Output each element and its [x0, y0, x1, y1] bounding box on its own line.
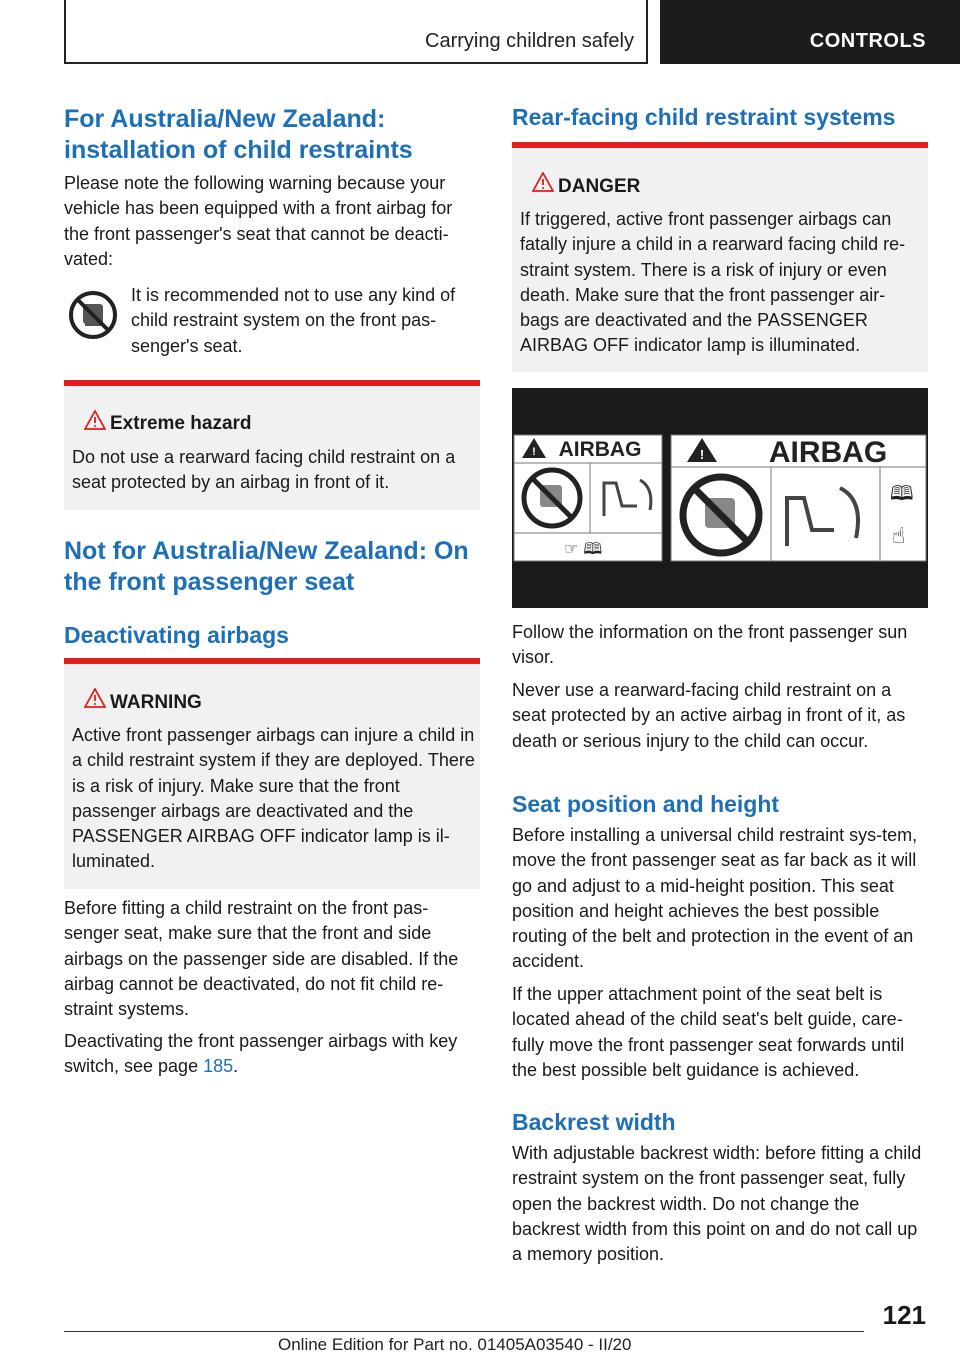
danger-heading: DANGER	[558, 176, 641, 197]
warning-note	[64, 658, 480, 889]
warning-heading: WARNING	[110, 692, 202, 713]
heading-not-australia: Not for Australia/New Zealand: On the front passenger seat	[64, 537, 469, 596]
svg-text:☝: ☝	[892, 524, 906, 549]
paragraph-backrest-width: With adjustable backrest width: before fitting a child restraint system on the front passenger seat, fully open the backrest width. Do not change the backrest width from this point on and do not call up a memory position.	[512, 1143, 922, 1265]
footer-edition: Online Edition for Part no. 01405A03540 - II/20	[278, 1335, 632, 1354]
heading-deactivating-airbags: Deactivating airbags	[64, 622, 289, 648]
danger-note	[512, 142, 928, 372]
heading-australia: For Australia/New Zealand: installation of child restraints	[64, 105, 413, 164]
section-label: CONTROLS	[809, 30, 926, 52]
heading-seat-position: Seat position and height	[512, 791, 780, 817]
paragraph-deactivating-key-switch	[64, 1029, 480, 1080]
paragraph-australia: Please note the following warning because your vehicle has been equipped with a front airbag for the front passenger's seat that cannot be deacti-vated:	[64, 173, 453, 269]
header-section-box	[660, 0, 960, 64]
chapter-title: Carrying children safely	[425, 30, 634, 52]
warning-triangle-icon	[84, 410, 106, 430]
pictogram-text: It is recommended not to use any kind of child restraint system on the front pas-senger's seat.	[131, 285, 456, 356]
svg-text:!: !	[699, 447, 705, 462]
paragraph-seat-position: Before installing a universal child restraint sys-tem, move the front passenger seat as far back as it will go and adjust to a mid-height position. This seat position and height achieves the best possible routing of the belt and protection in the event of an accident.	[512, 825, 918, 972]
heading-rear-facing: Rear-facing child restraint systems	[512, 104, 896, 130]
svg-text:☞ 🕮: ☞ 🕮	[564, 539, 603, 558]
airbag-warning-labels-image	[512, 388, 928, 608]
paragraph-deactivating-end: .	[233, 1056, 239, 1077]
svg-text:🕮: 🕮	[890, 481, 914, 505]
paragraph-upper-attachment: If the upper attachment point of the seat belt is located ahead of the child seat's belt guide, care-fully move the front passenger seat forwards until the best possible belt guidance is achieved.	[512, 984, 905, 1080]
paragraph-before-fitting: Before fitting a child restraint on the front pas-senger seat, make sure that the front and side airbags on the passenger side are disabled. If the airbag cannot be deactivated, do not fit child re-straint systems.	[64, 898, 459, 1020]
page-number: 121	[882, 1300, 926, 1330]
extreme-hazard-text: Do not use a rearward facing child restraint on a seat protected by an airbag in front of it.	[72, 447, 456, 493]
extreme-hazard-heading: Extreme hazard	[110, 413, 252, 434]
airbag-label-small: AIRBAG	[558, 438, 642, 461]
paragraph-follow-info: Follow the information on the front passenger sun visor.	[512, 622, 908, 668]
svg-text:!: !	[532, 446, 536, 458]
page-link-185[interactable]: 185	[203, 1056, 234, 1077]
danger-text: If triggered, active front passenger airbags can fatally injure a child in a rearward facing child re-straint system. There is a risk of injury or even death. Make sure that the front passenger air-bags are deactivated and the PASSENGER AIRBAG OFF indicator lamp is illuminated.	[520, 209, 906, 356]
airbag-label-large: AIRBAG	[768, 436, 888, 469]
paragraph-never-use: Never use a rearward-facing child restraint on a seat protected by an active airbag in front of it, as death or serious injury to the child can occur.	[512, 680, 906, 751]
extreme-hazard-note	[64, 380, 480, 510]
warning-triangle-icon	[532, 172, 554, 192]
heading-backrest-width: Backrest width	[512, 1109, 676, 1135]
airbag-labels-illustration	[512, 388, 928, 608]
header-chapter-box	[64, 0, 648, 64]
paragraph-deactivating-text: Deactivating the front passenger airbags with key switch, see page	[64, 1031, 458, 1077]
no-child-seat-pictogram-icon	[68, 290, 118, 340]
footer-rule	[64, 1331, 864, 1332]
warning-triangle-icon	[84, 688, 106, 708]
warning-text: Active front passenger airbags can injure a child in a child restraint system if they are deployed. There is a risk of injury. Make sure that the front passenger airbags are deactivated and the PASSENGER AIRBAG OFF indicator lamp is il-luminated.	[72, 725, 475, 872]
